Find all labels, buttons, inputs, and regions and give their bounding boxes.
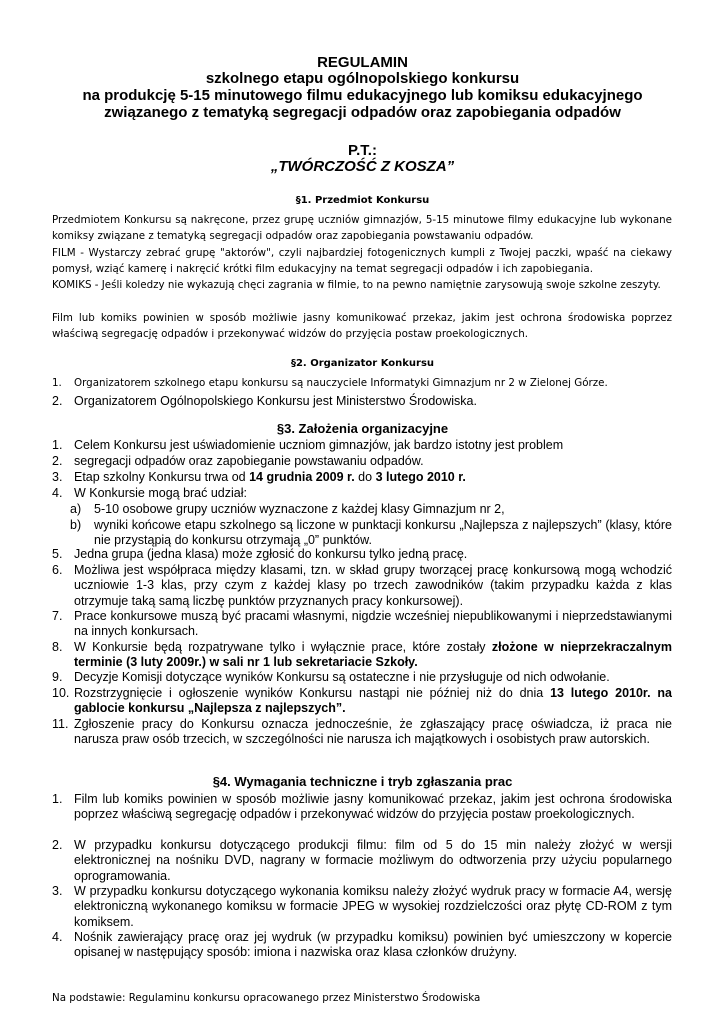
list-item-text: segregacji odpadów oraz zapobieganie powstawaniu odpadów. — [74, 454, 424, 468]
footer-note: Na podstawie: Regulaminu konkursu opracowanego przez Ministerstwo Środowiska — [52, 992, 481, 1004]
list-item-text: W Konkursie mogą brać udział: — [74, 486, 247, 500]
text-run: Etap szkolny Konkursu trwa od — [74, 470, 250, 484]
list-item-number: 2. — [52, 454, 63, 468]
deadline-text: złożone w nieprzekraczalnym terminie (3 luty 2009r.) w sali nr 1 lub sekretariacie Szkoły. — [74, 640, 672, 670]
section-1-title: §1. Przedmiot Konkursu — [295, 195, 430, 206]
list-item-number: 2. — [52, 838, 63, 852]
list-item-number: 11. — [52, 717, 69, 731]
section-1-paragraph: FILM - Wystarczy zebrać grupę "aktorów", czyli najbardziej fotogenicznych kumpli z Twojej paczki, wpaść na ciekawy pomysł, wziąć kamerę i nakręcić krótki film edukacyjny na temat segregacji odpadów i ich zapobiegania. — [52, 247, 672, 276]
list-item-number: 5. — [52, 547, 63, 561]
section-3-title: §3. Założenia organizacyjne — [276, 421, 449, 436]
list-item-number: 4. — [52, 486, 63, 500]
list-item-number: a) — [70, 502, 82, 516]
list-item-text: Prace konkursowe muszą być pracami własnymi, nigdzie wcześniej niepublikowanymi i nieprzedstawianymi na innych konkursach. — [74, 609, 672, 639]
section-4-title: §4. Wymagania techniczne i tryb zgłaszania prac — [212, 774, 513, 789]
list-item-number: 3. — [52, 470, 63, 484]
list-item-number: 1. — [52, 377, 62, 389]
section-1-paragraph: Film lub komiks powinien w sposób możliwie jasny komunikować przekaz, jakim jest ochrona środowiska poprzez właściwą segregację odpadów i przekonywać widzów do przyjęcia postaw proekologicznych. — [52, 312, 672, 341]
list-item-number: 4. — [52, 930, 63, 944]
doc-subtitle-3: związanego z tematyką segregacji odpadów oraz zapobiegania odpadów — [104, 104, 621, 121]
list-item-text: Możliwa jest współpraca między klasami, tzn. w skład grupy tworzącej pracę konkursową mogą wchodzić uczniowie 1-3 klas, przy czym z każdej klasy po trzech zawodników (takim przypadku każda z klas otrzymuje taką samą liczbę punktów przyznanych pracy konkursowej). — [74, 563, 672, 608]
list-item-text: Zgłoszenie pracy do Konkursu oznacza jednocześnie, że zgłaszający pracę oświadcza, iż praca nie narusza praw osób trzecich, w szczególności nie narusza ich majątkowych i osobistych praw autorskich. — [74, 717, 672, 747]
list-item-text: 5-10 osobowe grupy uczniów wyznaczone z każdej klasy Gimnazjum nr 2, — [94, 502, 505, 516]
list-item-number: 3. — [52, 884, 63, 898]
list-item-number: b) — [70, 518, 82, 532]
list-item-text: W przypadku konkursu dotyczącego produkcji filmu: film od 5 do 15 min należy złożyć w wersji elektronicznej na nośniku DVD, nagrany w formacie możliwym do odtworzenia przy użyciu popularnego oprogramowania. — [74, 838, 672, 883]
list-item-number: 7. — [52, 609, 63, 623]
date-start: 14 grudnia 2009 r. — [249, 470, 355, 484]
list-item-text — [74, 470, 672, 485]
list-item-number: 8. — [52, 640, 63, 654]
list-item-text: wyniki końcowe etapu szkolnego są liczone w punktacji konkursu „Najlepsza z najlepszych” (klasy, które nie przystąpią do konkursu otrzymają „0” punktów. — [94, 518, 672, 548]
list-item-text: Film lub komiks powinien w sposób możliwie jasny komunikować przekaz, jakim jest ochrona środowiska poprzez właściwą segregację odpadów i przekonywać widzów do przyjęcia postaw proekologicznych. — [74, 792, 672, 822]
section-1-paragraph: KOMIKS - Jeśli koledzy nie wykazują chęci zagrania w filmie, to na pewno namiętnie zarysowują swoje szkolne zeszyty. — [52, 279, 661, 291]
doc-motto: „TWÓRCZOŚĆ Z KOSZA” — [270, 158, 455, 175]
doc-subtitle-2: na produkcję 5-15 minutowego filmu edukacyjnego lub komiksu edukacyjnego — [82, 87, 643, 104]
list-item-text: Nośnik zawierający pracę oraz jej wydruk (w przypadku komiksu) powinien być umieszczony w kopercie opisanej w następujący sposób: imiona i nazwiska oraz klasa członków drużyny. — [74, 930, 672, 960]
date-end: 3 lutego 2010 r. — [375, 470, 466, 484]
section-1-paragraph: Przedmiotem Konkursu są nakręcone, przez grupę uczniów gimnazjów, 5-15 minutowe filmy edukacyjne lub wykonane komiksy związane z tematyką segregacji odpadów oraz zapobiegania powstawaniu odpadów. — [52, 214, 672, 243]
list-item-number: 6. — [52, 563, 63, 577]
section-2-title: §2. Organizator Konkursu — [290, 358, 435, 369]
doc-subtitle-1: szkolnego etapu ogólnopolskiego konkursu — [205, 70, 520, 87]
list-item-text: Decyzje Komisji dotyczące wyników Konkursu są ostateczne i nie przysługuje od nich odwołanie. — [74, 670, 610, 684]
list-item-text: Jedna grupa (jedna klasa) może zgłosić do konkursu tylko jedną pracę. — [74, 547, 468, 561]
doc-title: REGULAMIN — [317, 54, 408, 71]
list-item-number: 1. — [52, 792, 63, 806]
text-run: W Konkursie będą rozpatrywane tylko i wyłącznie prace, które zostały — [74, 640, 492, 654]
list-item-text: W przypadku konkursu dotyczącego wykonania komiksu należy złożyć wydruk pracy w formacie A4, wersję elektroniczną wykonanego komiksu w formacie JPEG w wysokiej rozdzielczości oraz płytę CD-ROM z tym komiksem. — [74, 884, 672, 929]
list-item-number: 1. — [52, 438, 63, 452]
doc-pt-label: P.T.: — [348, 142, 377, 159]
list-item-text — [74, 640, 672, 671]
list-item-text: Celem Konkursu jest uświadomienie uczniom gimnazjów, jak bardzo istotny jest problem — [74, 438, 564, 452]
text-run: Rozstrzygnięcie i ogłoszenie wyników Konkursu nastąpi nie później niż do dnia — [74, 686, 551, 700]
list-item-number: 9. — [52, 670, 63, 684]
list-item-number: 2. — [52, 394, 63, 408]
list-item-text: Organizatorem szkolnego etapu konkursu są nauczyciele Informatyki Gimnazjum nr 2 w Zielonej Górze. — [74, 377, 608, 389]
text-run: do — [354, 470, 376, 484]
list-item-text — [74, 686, 672, 717]
results-date-text: 13 lutego 2010r. na gablocie konkursu „Najlepsza z najlepszych”. — [74, 686, 672, 716]
list-item-text: Organizatorem Ogólnopolskiego Konkursu jest Ministerstwo Środowiska. — [74, 394, 477, 408]
list-item-number: 10. — [52, 686, 70, 700]
